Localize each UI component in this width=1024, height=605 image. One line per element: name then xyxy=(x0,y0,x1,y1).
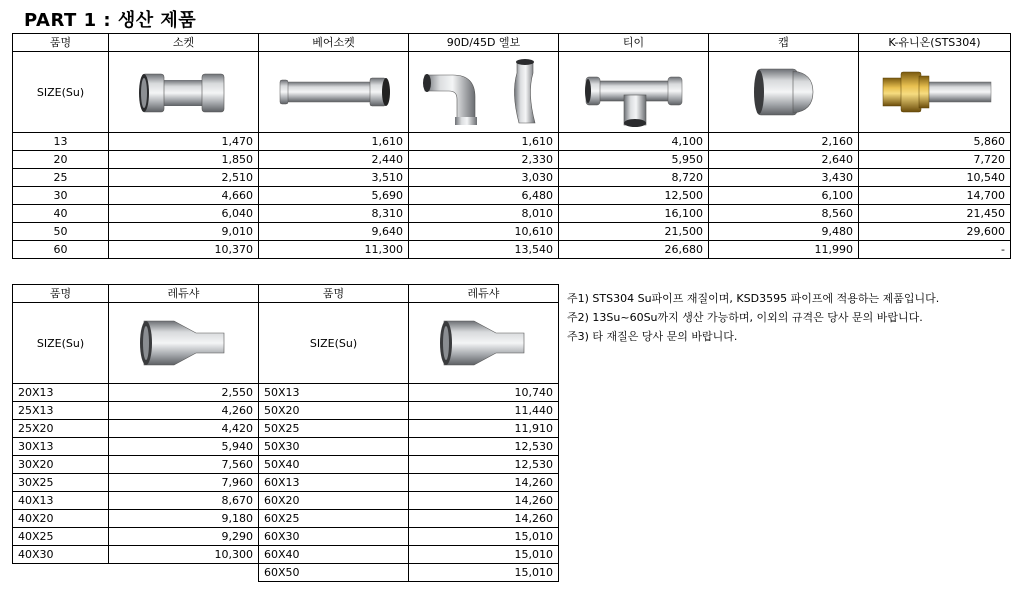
price-cell: 1,470 xyxy=(109,133,259,151)
reducer-photo xyxy=(109,303,259,384)
price-cell: 8,010 xyxy=(409,205,559,223)
page-title: PART 1 : 생산 제품 xyxy=(24,10,197,31)
price-cell: 5,690 xyxy=(259,187,409,205)
price-cell: 16,100 xyxy=(559,205,709,223)
table-row xyxy=(13,402,559,420)
price-cell: 8,670 xyxy=(109,492,259,510)
header-cell: 레듀샤 xyxy=(409,285,559,303)
price-cell: 15,010 xyxy=(409,564,559,582)
price-cell: 10,300 xyxy=(109,546,259,564)
price-cell: 6,480 xyxy=(409,187,559,205)
size-cell: 25X13 xyxy=(13,402,109,420)
price-cell: 11,440 xyxy=(409,402,559,420)
size-cell: 60X50 xyxy=(259,564,409,582)
reducer-photo xyxy=(409,303,559,384)
price-cell: 26,680 xyxy=(559,241,709,259)
price-cell: 4,100 xyxy=(559,133,709,151)
size-cell: 30 xyxy=(13,187,109,205)
size-cell: 40X13 xyxy=(13,492,109,510)
price-cell: 2,510 xyxy=(109,169,259,187)
size-cell xyxy=(13,564,109,582)
size-cell: 60X25 xyxy=(259,510,409,528)
price-cell: 6,040 xyxy=(109,205,259,223)
size-cell: 60X40 xyxy=(259,546,409,564)
table-row xyxy=(13,474,559,492)
table-header-row xyxy=(13,34,1011,52)
price-cell: - xyxy=(859,241,1011,259)
table-row xyxy=(13,438,559,456)
size-cell: 25X20 xyxy=(13,420,109,438)
table-row xyxy=(13,510,559,528)
header-cell: 90D/45D 엘보 xyxy=(409,34,559,52)
table-row xyxy=(13,169,1011,187)
size-cell: 40 xyxy=(13,205,109,223)
price-cell: 2,160 xyxy=(709,133,859,151)
price-cell: 12,530 xyxy=(409,456,559,474)
size-cell: 60X13 xyxy=(259,474,409,492)
table-row xyxy=(13,546,559,564)
size-cell: 50X40 xyxy=(259,456,409,474)
price-cell: 3,430 xyxy=(709,169,859,187)
notes xyxy=(567,289,939,346)
header-cell: 캡 xyxy=(709,34,859,52)
header-cell: 소켓 xyxy=(109,34,259,52)
price-cell: 2,550 xyxy=(109,384,259,402)
price-cell: 10,610 xyxy=(409,223,559,241)
price-cell: 10,540 xyxy=(859,169,1011,187)
size-label: SIZE(Su) xyxy=(13,52,109,133)
table-row xyxy=(13,420,559,438)
price-cell: 8,310 xyxy=(259,205,409,223)
price-cell: 2,330 xyxy=(409,151,559,169)
size-cell: 25 xyxy=(13,169,109,187)
price-cell: 11,910 xyxy=(409,420,559,438)
table-row xyxy=(13,528,559,546)
size-cell: 60X30 xyxy=(259,528,409,546)
header-cell: 품명 xyxy=(13,285,109,303)
price-cell: 14,260 xyxy=(409,510,559,528)
price-cell: 7,720 xyxy=(859,151,1011,169)
price-cell: 9,180 xyxy=(109,510,259,528)
size-cell: 50X13 xyxy=(259,384,409,402)
size-cell: 40X25 xyxy=(13,528,109,546)
price-cell: 7,560 xyxy=(109,456,259,474)
table-row xyxy=(13,151,1011,169)
price-cell: 15,010 xyxy=(409,528,559,546)
size-cell: 50 xyxy=(13,223,109,241)
k-union-photo xyxy=(859,52,1011,133)
price-cell: 5,860 xyxy=(859,133,1011,151)
price-cell: 7,960 xyxy=(109,474,259,492)
image-row xyxy=(13,303,559,384)
price-cell: 4,260 xyxy=(109,402,259,420)
header-cell: 품명 xyxy=(259,285,409,303)
size-cell: 20X13 xyxy=(13,384,109,402)
price-cell: 4,660 xyxy=(109,187,259,205)
table-header-row xyxy=(13,285,559,303)
size-label: SIZE(Su) xyxy=(13,303,109,384)
price-cell: 1,850 xyxy=(109,151,259,169)
size-label: SIZE(Su) xyxy=(259,303,409,384)
table-row xyxy=(13,223,1011,241)
price-cell: 11,300 xyxy=(259,241,409,259)
header-cell: 베어소켓 xyxy=(259,34,409,52)
table-row xyxy=(13,564,559,582)
table-row xyxy=(13,241,1011,259)
price-cell: 14,260 xyxy=(409,492,559,510)
size-cell: 50X20 xyxy=(259,402,409,420)
price-cell: 14,700 xyxy=(859,187,1011,205)
price-cell: 9,640 xyxy=(259,223,409,241)
price-cell xyxy=(109,564,259,582)
price-cell: 29,600 xyxy=(859,223,1011,241)
table-row xyxy=(13,492,559,510)
price-cell: 2,640 xyxy=(709,151,859,169)
socket-photo xyxy=(109,52,259,133)
header-cell: 품명 xyxy=(13,34,109,52)
header-cell: 티이 xyxy=(559,34,709,52)
header-cell: 레듀샤 xyxy=(109,285,259,303)
table-row xyxy=(13,384,559,402)
size-cell: 40X30 xyxy=(13,546,109,564)
size-cell: 60 xyxy=(13,241,109,259)
size-cell: 20 xyxy=(13,151,109,169)
price-cell: 15,010 xyxy=(409,546,559,564)
price-cell: 10,740 xyxy=(409,384,559,402)
size-cell: 30X20 xyxy=(13,456,109,474)
price-cell: 8,560 xyxy=(709,205,859,223)
tee-photo xyxy=(559,52,709,133)
size-cell: 50X25 xyxy=(259,420,409,438)
price-cell: 9,480 xyxy=(709,223,859,241)
note-2: 주2) 13Su~60Su까지 생산 가능하며, 이외의 규격은 당사 문의 바랍니다. xyxy=(567,311,923,324)
size-cell: 30X13 xyxy=(13,438,109,456)
elbow-photo xyxy=(409,52,559,133)
price-cell: 8,720 xyxy=(559,169,709,187)
size-cell: 13 xyxy=(13,133,109,151)
price-cell: 9,010 xyxy=(109,223,259,241)
price-cell: 12,500 xyxy=(559,187,709,205)
reducer-price-table xyxy=(12,284,559,582)
price-cell: 14,260 xyxy=(409,474,559,492)
table-row xyxy=(13,187,1011,205)
price-cell: 11,990 xyxy=(709,241,859,259)
price-cell: 1,610 xyxy=(259,133,409,151)
price-cell: 4,420 xyxy=(109,420,259,438)
price-cell: 3,510 xyxy=(259,169,409,187)
price-cell: 9,290 xyxy=(109,528,259,546)
header-cell: K-유니온(STS304) xyxy=(859,34,1011,52)
image-row xyxy=(13,52,1011,133)
price-cell: 21,450 xyxy=(859,205,1011,223)
bare-socket-photo xyxy=(259,52,409,133)
price-cell: 5,950 xyxy=(559,151,709,169)
price-cell: 6,100 xyxy=(709,187,859,205)
note-1: 주1) STS304 Su파이프 재질이며, KSD3595 파이프에 적용하는 제품입니다. xyxy=(567,292,940,305)
price-cell: 10,370 xyxy=(109,241,259,259)
price-cell: 12,530 xyxy=(409,438,559,456)
price-cell: 13,540 xyxy=(409,241,559,259)
size-cell: 40X20 xyxy=(13,510,109,528)
price-cell: 5,940 xyxy=(109,438,259,456)
price-cell: 2,440 xyxy=(259,151,409,169)
price-cell: 21,500 xyxy=(559,223,709,241)
size-cell: 50X30 xyxy=(259,438,409,456)
price-cell: 3,030 xyxy=(409,169,559,187)
table-row xyxy=(13,456,559,474)
size-cell: 60X20 xyxy=(259,492,409,510)
price-cell: 1,610 xyxy=(409,133,559,151)
table-row xyxy=(13,133,1011,151)
product-price-table xyxy=(12,33,1011,259)
table-row xyxy=(13,205,1011,223)
cap-photo xyxy=(709,52,859,133)
note-3: 주3) 타 재질은 당사 문의 바랍니다. xyxy=(567,330,738,343)
size-cell: 30X25 xyxy=(13,474,109,492)
